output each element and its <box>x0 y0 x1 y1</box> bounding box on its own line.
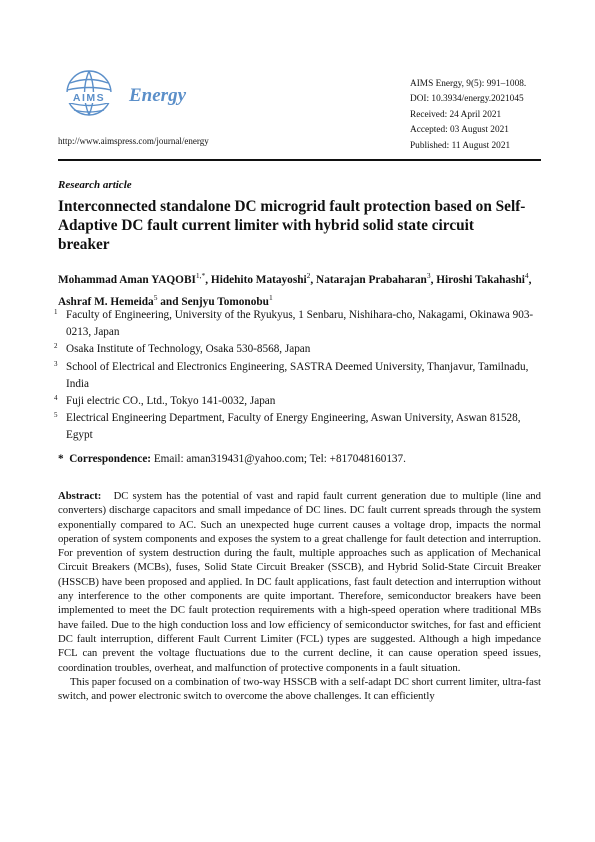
author: Mohammad Aman YAQOBI <box>58 273 196 286</box>
author: Hiroshi Takahashi <box>436 273 525 286</box>
correspondence-label: Correspondence: <box>69 453 152 465</box>
abstract <box>58 489 541 703</box>
abstract-paragraph-2: This paper focused on a combination of two-way HSSCB with a self-adapt DC short current limiter, ultra-fast switch, and power electronic switch to overcome the above challenges. It can efficiently <box>58 675 541 703</box>
author-separator: , <box>528 273 532 286</box>
author-separator: , <box>205 273 211 286</box>
author-affil-mark: 1,* <box>195 271 206 280</box>
affiliation-number: 1 <box>54 308 58 316</box>
affiliation-number: 3 <box>54 359 58 368</box>
author-affil-mark: 2 <box>306 271 311 280</box>
abstract-label: Abstract: <box>58 490 102 502</box>
author-affil-mark: 5 <box>153 292 158 302</box>
affiliation-number: 2 <box>54 342 58 351</box>
affiliation <box>54 393 543 410</box>
affiliation-text: Faculty of Engineering, University of the Ryukyus, 1 Senbaru, Nishihara-cho, Nakagami, Okinawa 903-0213, Japan <box>66 309 534 339</box>
author: Natarajan Prabaharan <box>316 273 427 286</box>
logo-text: AIMS <box>72 92 106 104</box>
article-metadata <box>410 77 526 154</box>
article-type: Research article <box>58 179 132 191</box>
author-affil-mark: 4 <box>524 271 529 280</box>
article-title: Interconnected standalone DC microgrid fault protection based on Self-Adaptive DC fault current limiter with hybrid solid state circuit breaker <box>58 198 526 253</box>
abstract-paragraph-1: DC system has the potential of vast and rapid fault current generation due to multiple (line and converters) discharge capacitors and small impedance of DC lines. DC fault current spreads through the system exponentially compared to AC. Such an unexpected huge current causes a voltage drop, impacts the normal operation of system components and exposes the system to a great challenge for fault detection and interruption. For prevention of system destruction during the fault, multiple approaches such as application of Mechanical Circuit Breakers (MCBs), fuses, Solid State Circuit Breaker (SSCB), and Hybrid Solid-State Circuit Breaker (HSSCB) have been proposed and applied. In DC fault applications, fast fault detection and interruption without any interference to the other components are quite important. Therefore, semiconductor breakers have been implemented to meet the DC fault protection requirements with a high-speed operation where traditional MBs have failed. Due to the high conduction loss and low efficiency of semiconductor switches, for fast and efficient DC fault interruption, different Fault Current Limiter (FCL) types are suggested. Although a high impedance FCL can prevent the voltage fluctuations due to the current decline, it can cause operation speed issues, coordination troubles, overheat, and malfunction of protective components in a fault situation. <box>58 490 541 674</box>
author-affil-mark: 3 <box>426 271 431 280</box>
correspondence-star: * <box>58 453 64 465</box>
author: Hidehito Matayoshi <box>210 273 307 286</box>
affiliation-number: 5 <box>54 411 58 420</box>
author: Ashraf M. Hemeida <box>58 295 154 308</box>
author-list <box>58 267 538 311</box>
affiliation-number: 4 <box>54 394 58 403</box>
header-divider <box>58 159 541 161</box>
author-affil-mark: 1 <box>268 292 273 302</box>
journal-name: Energy <box>129 85 186 106</box>
journal-url[interactable]: http://www.aimspress.com/journal/energy <box>58 136 209 146</box>
affiliation-text: School of Electrical and Electronics Engineering, SASTRA Deemed University, Thanjavur, Tamilnadu, India <box>66 360 529 390</box>
published-date: Published: 11 August 2021 <box>410 140 511 151</box>
affiliation-list <box>54 307 543 445</box>
correspondence-text: Email: aman319431@yahoo.com; Tel: +817048160137. <box>151 453 406 465</box>
accepted-date: Accepted: 03 August 2021 <box>410 125 509 136</box>
affiliation-text: Electrical Engineering Department, Faculty of Energy Engineering, Aswan University, Aswan 81528, Egypt <box>66 412 521 442</box>
author-separator: , <box>310 273 317 286</box>
author-separator: , <box>430 273 437 286</box>
doi[interactable]: DOI: 10.3934/energy.2021045 <box>410 94 524 105</box>
citation: AIMS Energy, 9(5): 991–1008. <box>410 79 527 89</box>
affiliation-text: Osaka Institute of Technology, Osaka 530-8568, Japan <box>66 343 311 356</box>
correspondence <box>58 453 406 465</box>
received-date: Received: 24 April 2021 <box>410 109 502 120</box>
affiliation <box>54 341 543 358</box>
affiliation-text: Fuji electric CO., Ltd., Tokyo 141-0032, Japan <box>66 395 276 408</box>
author: Senjyu Tomonobu <box>181 295 269 308</box>
author-separator: and <box>157 295 182 308</box>
affiliation <box>54 359 543 393</box>
aims-logo <box>58 66 120 122</box>
affiliation <box>54 410 543 444</box>
affiliation <box>54 307 543 341</box>
